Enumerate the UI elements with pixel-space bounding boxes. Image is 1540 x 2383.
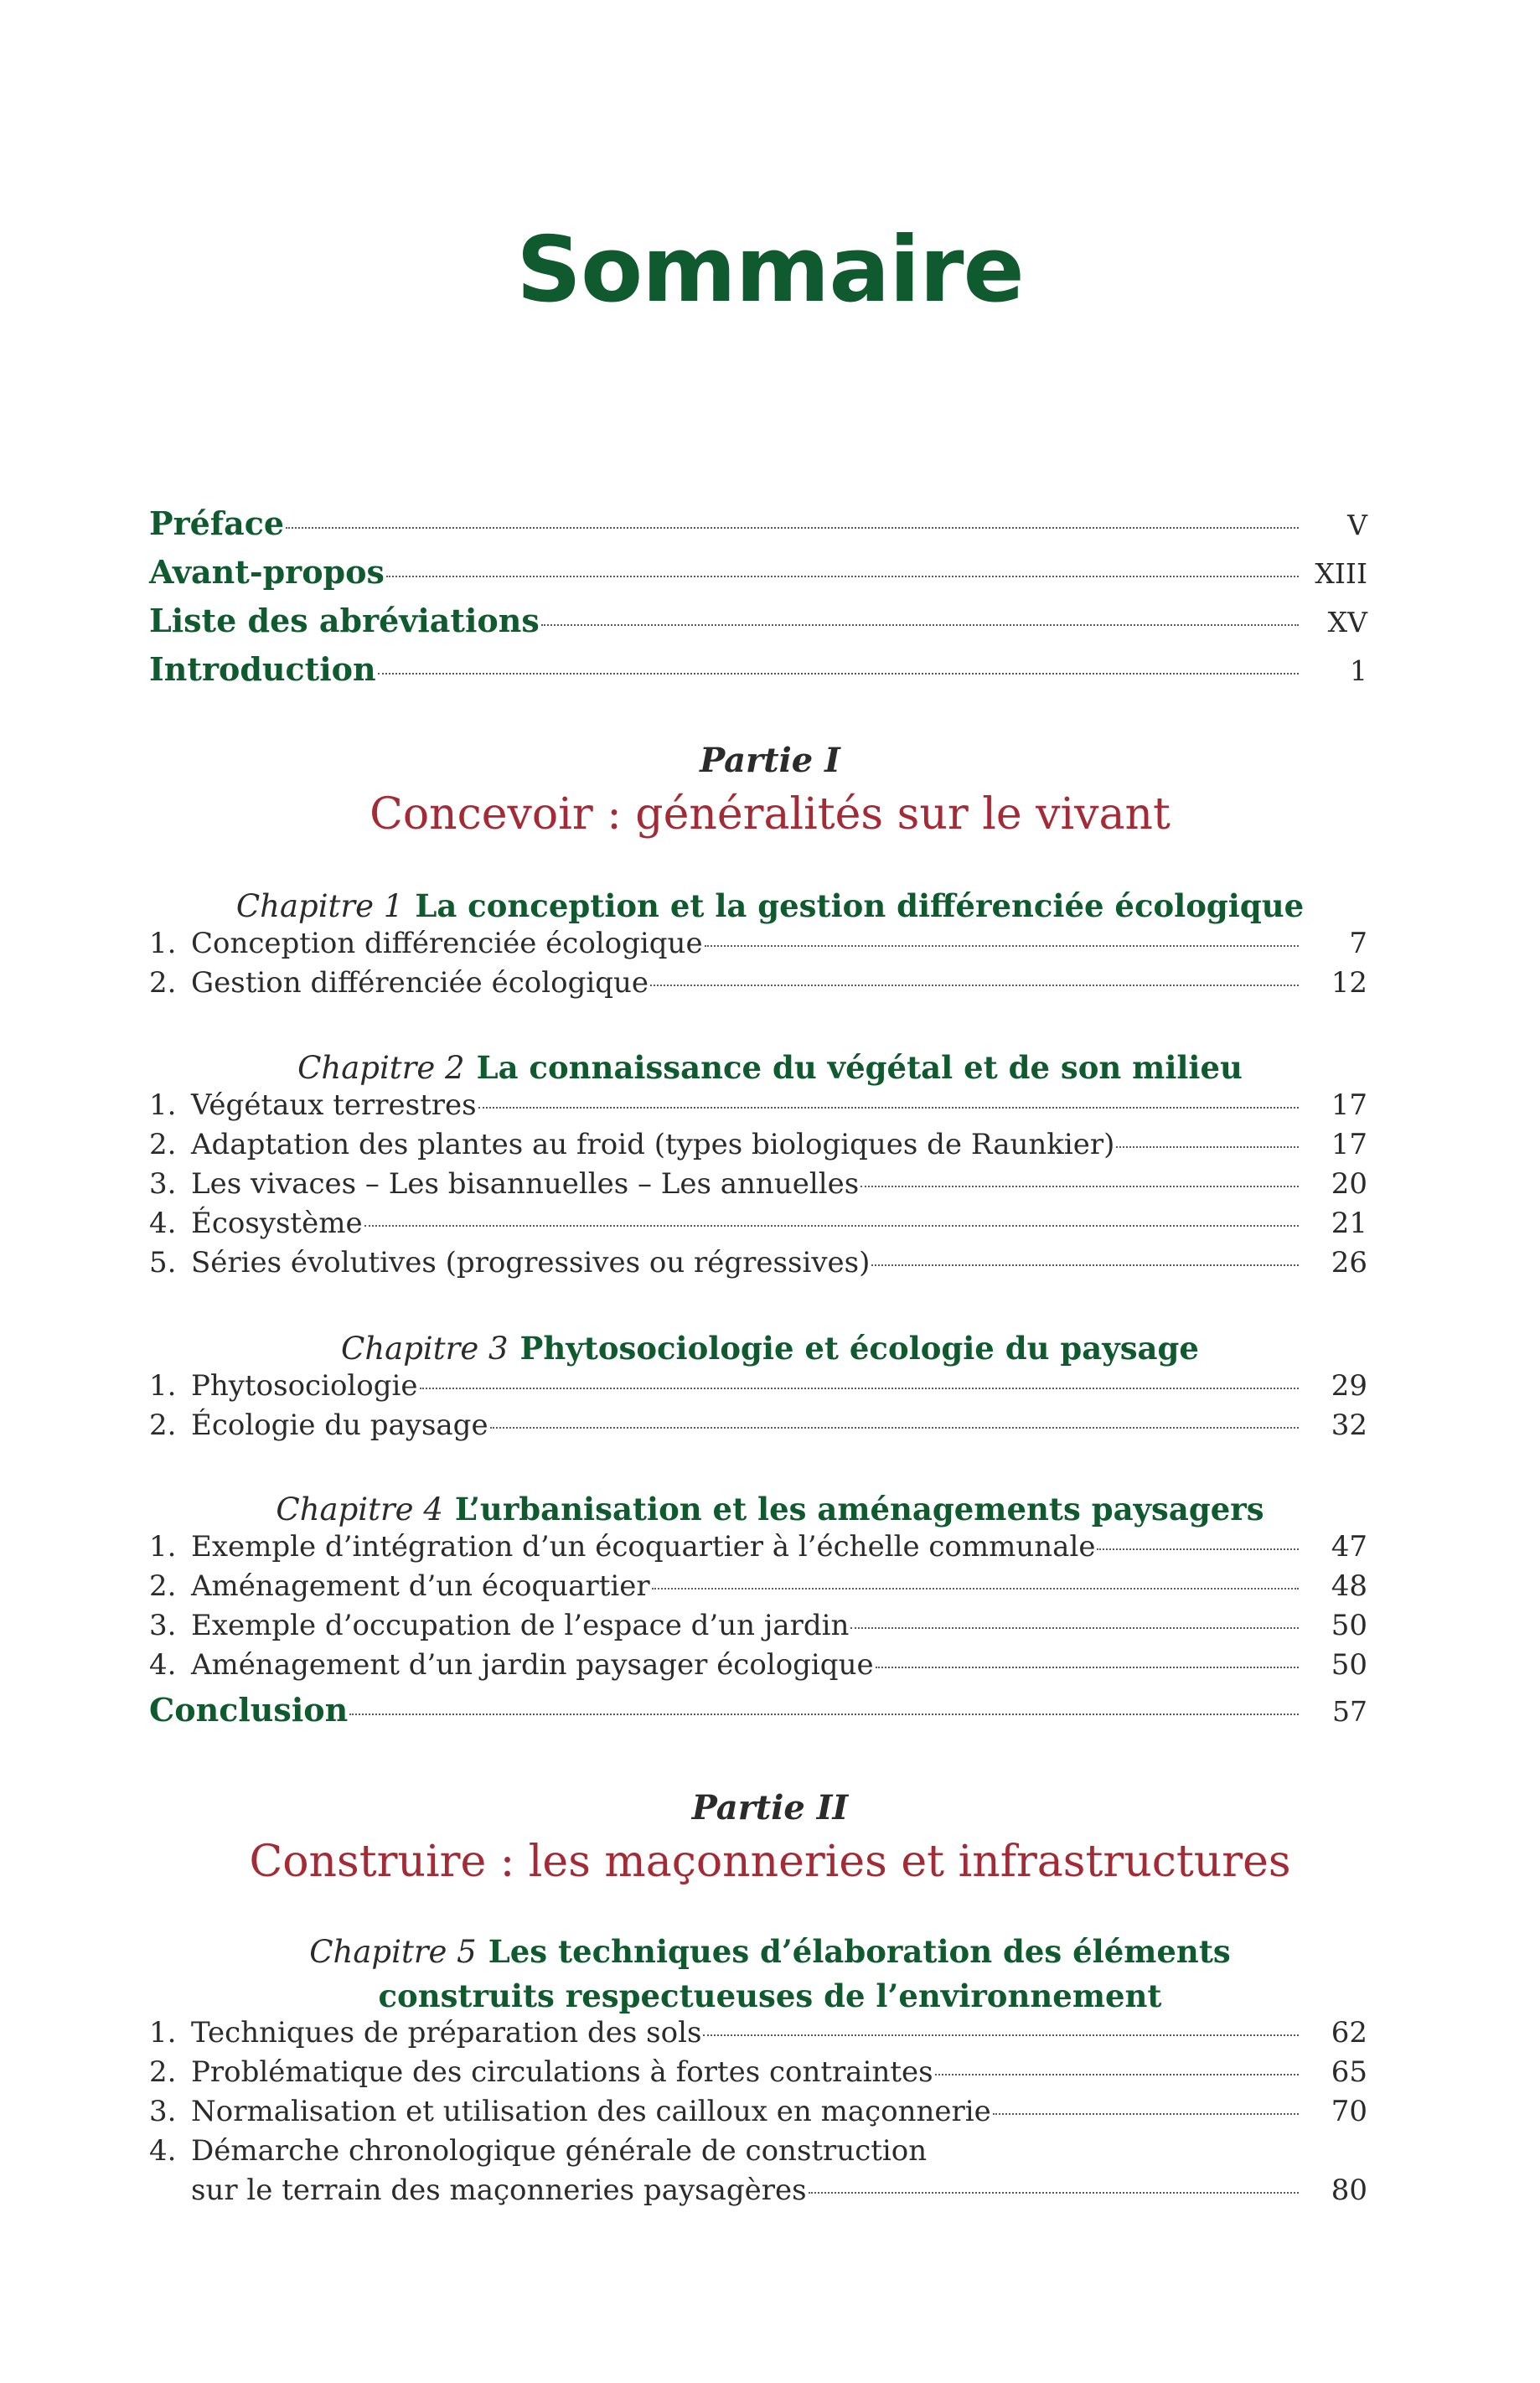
page-number: 47 <box>1331 1530 1367 1564</box>
item-number: 3. <box>149 1609 177 1642</box>
leader-dots <box>286 527 1299 529</box>
item-number: 4. <box>149 1207 177 1240</box>
page-title: Sommaire <box>516 218 1024 323</box>
page-number: 21 <box>1331 1207 1367 1240</box>
chapter-heading[interactable] <box>0 1046 1540 1090</box>
toc-item[interactable] <box>149 1609 1367 1648</box>
entry-label: Avant-propos <box>149 553 385 591</box>
leader-dots <box>703 2034 1299 2036</box>
toc-item[interactable] <box>149 1530 1367 1569</box>
toc-entry-conclusion[interactable] <box>149 1691 1367 1739</box>
toc-entry-avant-propos[interactable] <box>149 553 1367 602</box>
entry-label: Introduction <box>149 650 376 688</box>
toc-item[interactable] <box>149 1167 1367 1207</box>
item-number: 2. <box>149 1569 177 1603</box>
item-number: 5. <box>149 1246 177 1279</box>
page-number: 62 <box>1331 2016 1367 2050</box>
item-text: Les vivaces – Les bisannuelles – Les annuelles <box>191 1167 860 1201</box>
item-number: 1. <box>149 2016 177 2050</box>
toc-item[interactable] <box>149 2016 1367 2055</box>
leader-dots <box>876 1667 1299 1668</box>
leader-dots <box>378 673 1299 675</box>
item-number: 2. <box>149 2055 177 2089</box>
chapter-title: La conception et la gestion différenciée écologique <box>415 887 1305 924</box>
chapter-label: Chapitre 2 <box>297 1050 465 1086</box>
item-text: Gestion différenciée écologique <box>191 966 649 1000</box>
page-number: 57 <box>1332 1695 1367 1728</box>
item-number: 4. <box>149 1648 177 1682</box>
chapter-items <box>149 2016 1367 2213</box>
chapter-heading[interactable] <box>0 884 1540 928</box>
page-number: 50 <box>1331 1648 1367 1682</box>
item-text: Végétaux terrestres <box>191 1088 477 1122</box>
chapter-title: Phytosociologie et écologie du paysage <box>519 1330 1199 1367</box>
item-number: 1. <box>149 927 177 960</box>
toc-item-first-line[interactable] <box>149 2134 1367 2174</box>
page-number: 7 <box>1349 927 1367 960</box>
entry-label: Préface <box>149 504 285 542</box>
toc-item[interactable] <box>149 1246 1367 1285</box>
item-number: 1. <box>149 1088 177 1122</box>
item-text: Normalisation et utilisation des cailloux en maçonnerie <box>191 2095 991 2128</box>
item-text: Conception différenciée écologique <box>191 927 703 960</box>
item-text: Adaptation des plantes au froid (types biologiques de Raunkier) <box>191 1128 1115 1161</box>
page-number: 50 <box>1331 1609 1367 1642</box>
chapter-items <box>149 1088 1367 1285</box>
toc-item-continued[interactable] <box>149 2174 1367 2213</box>
page-number: 70 <box>1331 2095 1367 2128</box>
leader-dots <box>650 985 1299 986</box>
part-title: Construire : les maçonneries et infrastructures <box>249 1837 1291 1887</box>
toc-item[interactable] <box>149 1128 1367 1167</box>
toc-item[interactable] <box>149 2055 1367 2095</box>
page-number: 17 <box>1331 1128 1367 1161</box>
leader-dots <box>652 1588 1299 1590</box>
leader-dots <box>490 1427 1299 1429</box>
item-number: 3. <box>149 1167 177 1201</box>
entry-label: Conclusion <box>149 1691 349 1729</box>
toc-item[interactable] <box>149 1409 1367 1448</box>
toc-item[interactable] <box>149 1369 1367 1409</box>
leader-dots <box>364 1225 1299 1227</box>
toc-item[interactable] <box>149 1569 1367 1609</box>
item-text: Aménagement d’un jardin paysager écologique <box>191 1648 874 1682</box>
item-text: Exemple d’intégration d’un écoquartier à l’échelle communale <box>191 1530 1096 1564</box>
entry-label: Liste des abréviations <box>149 602 540 639</box>
part-title: Concevoir : généralités sur le vivant <box>369 789 1171 840</box>
chapter-label: Chapitre 4 <box>276 1491 443 1527</box>
item-text: Écologie du paysage <box>191 1409 488 1442</box>
item-text: Écosystème <box>191 1207 363 1240</box>
page-number: 29 <box>1331 1369 1367 1403</box>
chapter-items <box>149 1369 1367 1448</box>
toc-item[interactable] <box>149 1207 1367 1246</box>
chapter-heading[interactable] <box>0 1930 1540 2018</box>
part-label: Partie II <box>691 1788 849 1827</box>
leader-dots <box>1116 1146 1299 1148</box>
leader-dots <box>386 576 1299 577</box>
front-matter <box>149 504 1367 699</box>
page-number: 65 <box>1331 2055 1367 2089</box>
chapter-items <box>149 927 1367 1005</box>
toc-item[interactable] <box>149 1088 1367 1128</box>
chapter-title: Les techniques d’élaboration des éléments <box>488 1933 1231 1970</box>
leader-dots <box>850 1627 1299 1629</box>
item-number: 2. <box>149 966 177 1000</box>
chapter-label: Chapitre 5 <box>309 1934 477 1970</box>
page-number: 17 <box>1331 1088 1367 1122</box>
item-number: 1. <box>149 1530 177 1564</box>
item-number: 2. <box>149 1128 177 1161</box>
toc-item[interactable] <box>149 2095 1367 2134</box>
page-number: XIII <box>1315 557 1367 590</box>
leader-dots <box>871 1264 1299 1266</box>
chapter-items <box>149 1530 1367 1739</box>
page-number: 1 <box>1350 654 1367 687</box>
page-number: V <box>1347 509 1367 541</box>
page-number: XV <box>1327 606 1367 638</box>
leader-dots <box>478 1107 1299 1109</box>
chapter-heading[interactable] <box>0 1326 1540 1371</box>
leader-dots <box>1097 1548 1299 1550</box>
item-text: Exemple d’occupation de l’espace d’un jardin <box>191 1609 850 1642</box>
toc-entry-introduction[interactable] <box>149 650 1367 699</box>
item-text-continued: sur le terrain des maçonneries paysagères <box>191 2174 807 2207</box>
leader-dots <box>541 624 1299 626</box>
item-number: 3. <box>149 2095 177 2128</box>
toc-item[interactable] <box>149 927 1367 966</box>
leader-dots <box>809 2192 1299 2194</box>
page-number: 32 <box>1331 1409 1367 1442</box>
toc-entry-preface[interactable] <box>149 504 1367 553</box>
leader-dots <box>349 1714 1299 1715</box>
toc-entry-abreviations[interactable] <box>149 602 1367 650</box>
page-number: 80 <box>1331 2174 1367 2207</box>
chapter-title: L’urbanisation et les aménagements paysagers <box>454 1491 1264 1527</box>
item-text: Techniques de préparation des sols <box>191 2016 702 2050</box>
page-number: 20 <box>1331 1167 1367 1201</box>
item-number: 2. <box>149 1409 177 1442</box>
leader-dots <box>993 2113 1299 2115</box>
item-text: Problématique des circulations à fortes contraintes <box>191 2055 933 2089</box>
chapter-heading[interactable] <box>0 1487 1540 1532</box>
item-number: 4. <box>149 2134 177 2168</box>
chapter-label: Chapitre 1 <box>235 888 404 924</box>
item-text: Démarche chronologique générale de construction <box>191 2134 928 2168</box>
toc-item[interactable] <box>149 1648 1367 1688</box>
chapter-title-continued: construits respectueuses de l’environnement <box>378 1977 1162 2014</box>
page-number: 12 <box>1331 966 1367 1000</box>
leader-dots <box>935 2074 1299 2075</box>
leader-dots <box>420 1388 1299 1389</box>
toc-item[interactable] <box>149 966 1367 1005</box>
item-text: Séries évolutives (progressives ou régressives) <box>191 1246 871 1279</box>
page-number: 48 <box>1331 1569 1367 1603</box>
item-text: Phytosociologie <box>191 1369 418 1403</box>
item-number: 1. <box>149 1369 177 1403</box>
item-text: Aménagement d’un écoquartier <box>191 1569 650 1603</box>
chapter-label: Chapitre 3 <box>341 1331 509 1367</box>
chapter-title: La connaissance du végétal et de son milieu <box>476 1049 1243 1086</box>
leader-dots <box>705 945 1299 947</box>
part-label: Partie I <box>700 741 840 780</box>
page-number: 26 <box>1331 1246 1367 1279</box>
leader-dots <box>860 1186 1299 1187</box>
